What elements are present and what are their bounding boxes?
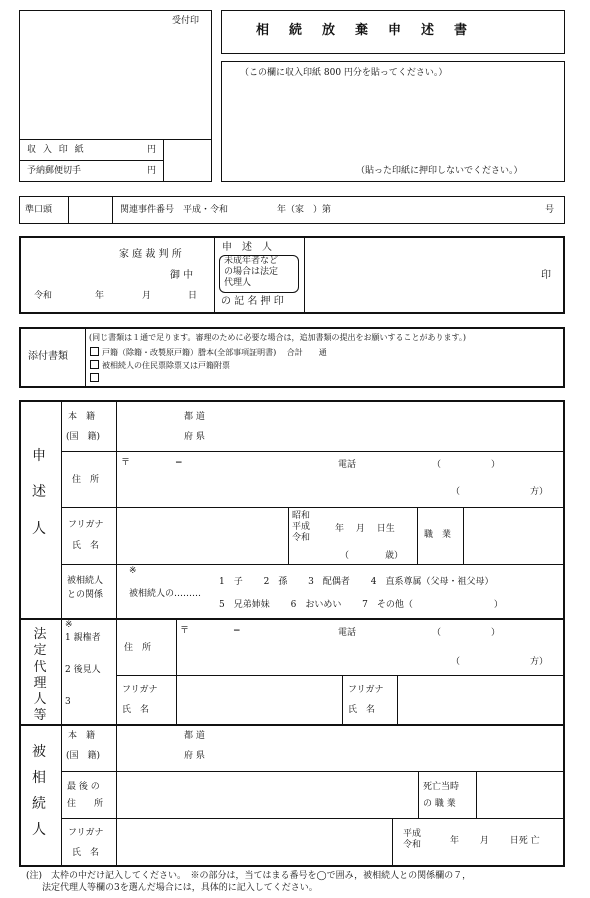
revenue-stamp-area: [221, 61, 565, 182]
checkbox[interactable]: [90, 360, 99, 369]
heir-prefix: 被相続人の………: [129, 589, 202, 599]
case-number-label: 号: [545, 205, 555, 215]
jun-oral-label: 準口頭: [25, 205, 53, 215]
legal-rep-section-label: 法定代理人等: [33, 627, 47, 724]
divider: [418, 771, 419, 818]
divider: [85, 327, 86, 388]
postage-unit: 円: [147, 166, 157, 176]
legal-rep-furigana-2: フリガナ: [348, 685, 384, 695]
divider: [19, 160, 163, 161]
postage-label: 予納郵便切手: [27, 166, 82, 176]
footnote-line-1: (注) 太枠の中だけ記入してください。 ※の部分は，当てはまる番号を◯で囲み，被相続人との関係欄の７，: [26, 871, 472, 881]
date-month: 月: [142, 291, 152, 301]
legal-rep-kata: 方）: [530, 657, 549, 667]
postal-dash: −: [175, 458, 183, 468]
phone-label: 電話: [338, 460, 357, 470]
divider: [112, 196, 113, 224]
legal-rep-name-2: 氏 名: [348, 705, 376, 715]
last-address-label: 最 後 の 住 所: [67, 782, 104, 810]
court-label: 家 庭 裁 判 所: [119, 249, 182, 260]
address-label: 住 所: [72, 475, 100, 485]
legal-rep-postal: 〒: [180, 626, 190, 636]
phone-paren-open: （: [432, 460, 442, 470]
divider: [476, 771, 477, 818]
applicant-section-label: 申述人: [32, 448, 46, 537]
todo-label: 都 道: [184, 412, 205, 422]
legal-rep-paren-close: ）: [491, 628, 501, 638]
divider: [397, 675, 398, 724]
case-year-label: 年（家 ）第: [277, 205, 332, 215]
birth-era-list: 昭和 平成 令和: [292, 511, 311, 543]
revenue-unit: 円: [147, 145, 157, 155]
legal-rep-kata-open: （: [451, 657, 461, 667]
related-case-label: 関連事件番号 平成・令和: [120, 205, 229, 215]
decedent-honseki: 本 籍: [68, 731, 96, 741]
legal-rep-address-label: 住 所: [124, 643, 152, 653]
date-year: 年: [95, 291, 105, 301]
kokuseki-label: (国 籍): [66, 432, 101, 442]
divider: [61, 507, 565, 508]
kata-open: （: [451, 487, 461, 497]
attachment-item-1: [90, 347, 327, 357]
divider: [342, 675, 343, 724]
applicant-seal-label: 申 述 人: [222, 242, 272, 253]
legal-rep-name-1: 氏 名: [122, 705, 150, 715]
divider: [463, 507, 464, 564]
divider: [304, 236, 305, 314]
relation-options-row2: 5 兄弟姉妹 6 おいめい 7 その他（ ）: [219, 600, 503, 610]
decedent-kokuseki: (国 籍): [66, 751, 101, 761]
divider: [163, 139, 164, 182]
date-day: 日: [188, 291, 198, 301]
decedent-name: 氏 名: [72, 848, 100, 858]
divider: [116, 400, 117, 618]
legal-rep-mark: ※: [65, 620, 73, 630]
legal-rep-dash: −: [233, 626, 241, 636]
attachment-item-2: [90, 360, 230, 370]
checkbox[interactable]: [90, 373, 99, 382]
attachment-item-2-label: 被相続人の住民票除票又は戸籍附票: [102, 361, 230, 370]
occupation-label: 職 業: [424, 530, 452, 540]
decedent-todo: 都 道: [184, 731, 205, 741]
legal-rep-opt3: 3: [65, 697, 71, 707]
postal-mark: 〒: [121, 458, 131, 468]
kata-label: 方）: [530, 487, 549, 497]
death-era-list: 平成 令和: [403, 829, 422, 850]
divider: [176, 618, 177, 724]
section-divider: [19, 618, 565, 620]
death-date-label: 年 月 日死 亡: [450, 836, 540, 846]
stamp-note: （貼った印紙に押印しないでください。）: [356, 166, 523, 176]
death-occupation-label: 死亡当時 の 職 業: [423, 782, 460, 810]
attachment-item-3: [90, 373, 102, 383]
attachments-label: 添付書類: [28, 351, 68, 362]
receipt-box: [19, 10, 212, 182]
footnote-line-2: 法定代理人等欄の3を選んだ場合には，具体的に記入してください。: [42, 883, 318, 893]
decedent-section-label: 被相続人: [32, 744, 46, 838]
divider: [61, 451, 565, 452]
fuken-label: 府 県: [184, 432, 205, 442]
legal-rep-paren-open: （: [432, 628, 442, 638]
checkbox[interactable]: [90, 347, 99, 356]
date-era: 令和: [34, 291, 53, 301]
age-label: （ 歳）: [340, 551, 404, 561]
decedent-fuken: 府 県: [184, 751, 205, 761]
minor-note: 未成年者など の場合は法定 代理人: [224, 256, 279, 288]
divider: [68, 196, 69, 224]
divider: [61, 771, 565, 772]
phone-paren-close: ）: [491, 460, 501, 470]
seal-mark: 印: [541, 270, 551, 281]
section-divider: [61, 400, 62, 867]
divider: [19, 139, 212, 140]
birth-date-label: 年 月 日生: [335, 524, 395, 534]
gochu-label: 御 中: [170, 270, 194, 281]
relation-mark: ※: [129, 566, 137, 576]
divider: [61, 564, 565, 565]
seal-label: の 記 名 押 印: [221, 296, 284, 307]
divider: [116, 618, 117, 724]
divider: [392, 818, 393, 867]
legal-rep-opt1: 1 親権者: [65, 633, 101, 643]
revenue-stamp-label: 収 入 印 紙: [27, 145, 86, 155]
legal-rep-opt2: 2 後見人: [65, 665, 101, 675]
divider: [116, 724, 117, 867]
receipt-stamp-label: 受付印: [172, 16, 200, 26]
decedent-furigana: フリガナ: [68, 828, 104, 838]
section-divider: [19, 724, 565, 726]
relation-label: 被相続人 との関係: [67, 576, 104, 600]
page-title: 相続放棄申述書: [256, 23, 488, 38]
legal-rep-phone-label: 電話: [338, 628, 357, 638]
stamp-instruction: （この欄に収入印紙 800 円分を貼ってください。）: [240, 68, 448, 78]
divider: [116, 675, 565, 676]
legal-rep-furigana-1: フリガナ: [122, 685, 158, 695]
name-label: 氏 名: [72, 541, 100, 551]
divider: [61, 818, 565, 819]
attachment-item-1-label: 戸籍（除籍・改製原戸籍）謄本(全部事項証明書) 合計 通: [102, 348, 327, 357]
divider: [288, 507, 289, 564]
furigana-label: フリガナ: [68, 520, 104, 530]
honseki-label: 本 籍: [68, 412, 96, 422]
attachments-note: (同じ書類は１通で足ります。審理のために必要な場合は，追加書類の提出をお願いすることがあります。): [89, 333, 466, 342]
divider: [417, 507, 418, 564]
divider: [214, 236, 215, 314]
relation-options-row1: 1 子 2 孫 3 配偶者 4 直系尊属（父母・祖父母）: [219, 577, 494, 587]
